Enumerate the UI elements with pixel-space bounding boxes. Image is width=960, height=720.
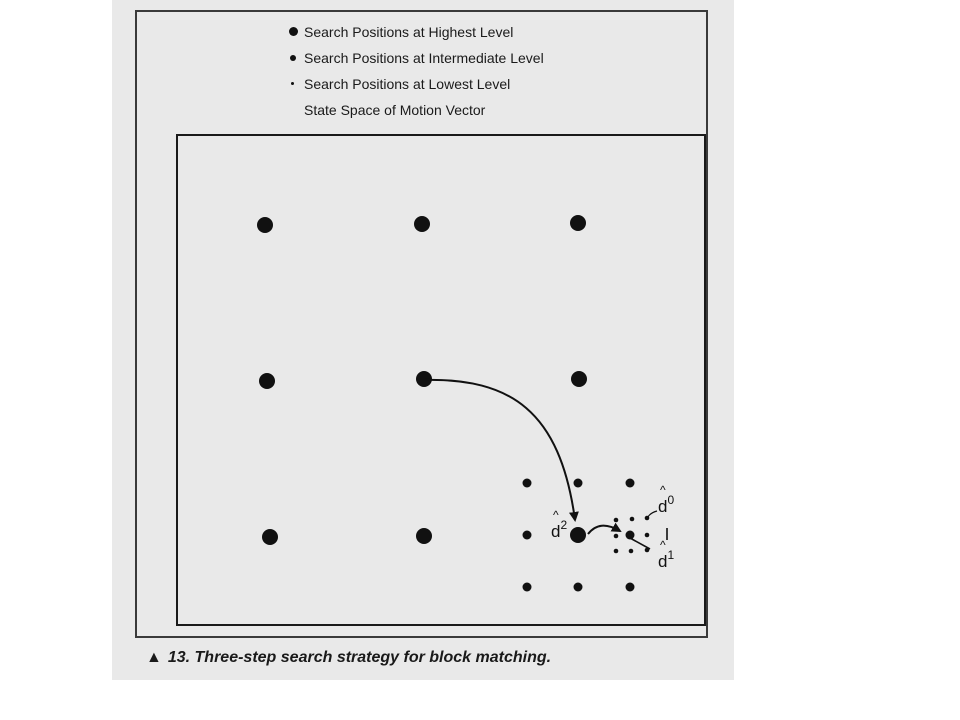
highest-dot-6 — [571, 371, 587, 387]
legend-label-highest: Search Positions at Highest Level — [304, 24, 514, 40]
d1-label: $d^1$ — [658, 548, 675, 571]
lowest-dot-1 — [614, 518, 619, 523]
legend-label-lowest: Search Positions at Lowest Level — [304, 76, 511, 92]
d2-label: $d^2$ — [551, 518, 568, 541]
motion-arrow-step3 — [630, 538, 650, 549]
intermediate-dot-4 — [523, 531, 532, 540]
intermediate-dot-7 — [574, 583, 583, 592]
d1-hat: ^ — [660, 538, 666, 552]
intermediate-dot-1 — [523, 479, 532, 488]
d2-hat: ^ — [553, 508, 559, 522]
legend-label-state-space: State Space of Motion Vector — [304, 102, 486, 118]
highest-dot-1 — [257, 217, 273, 233]
highest-dot-4 — [259, 373, 275, 389]
lowest-dot-4 — [614, 534, 619, 539]
intermediate-dot-6 — [523, 583, 532, 592]
caption-text: 13. Three-step search strategy for block matching. — [167, 649, 552, 666]
lowest-dot-5 — [645, 533, 650, 538]
intermediate-dot-3 — [626, 479, 635, 488]
intermediate-dot-8 — [626, 583, 635, 592]
highest-dot-8 — [416, 528, 432, 544]
motion-arrow-step2 — [588, 526, 620, 534]
intermediate-dot-2 — [574, 479, 583, 488]
highest-dot-2 — [414, 216, 430, 232]
d0-label: $d^0$ — [658, 493, 675, 516]
motion-arrow-step1 — [424, 380, 575, 520]
lowest-dot-2 — [630, 517, 635, 522]
legend-label-intermediate: Search Positions at Intermediate Level — [304, 50, 544, 66]
d0-hat: ^ — [660, 483, 666, 497]
triangle-icon: ▲ — [146, 649, 162, 666]
highest-dot-9 — [570, 527, 586, 543]
highest-dot-7 — [262, 529, 278, 545]
lowest-dot-7 — [629, 549, 634, 554]
lowest-dot-6 — [614, 549, 619, 554]
figure-caption — [146, 649, 551, 667]
highest-dot-3 — [570, 215, 586, 231]
